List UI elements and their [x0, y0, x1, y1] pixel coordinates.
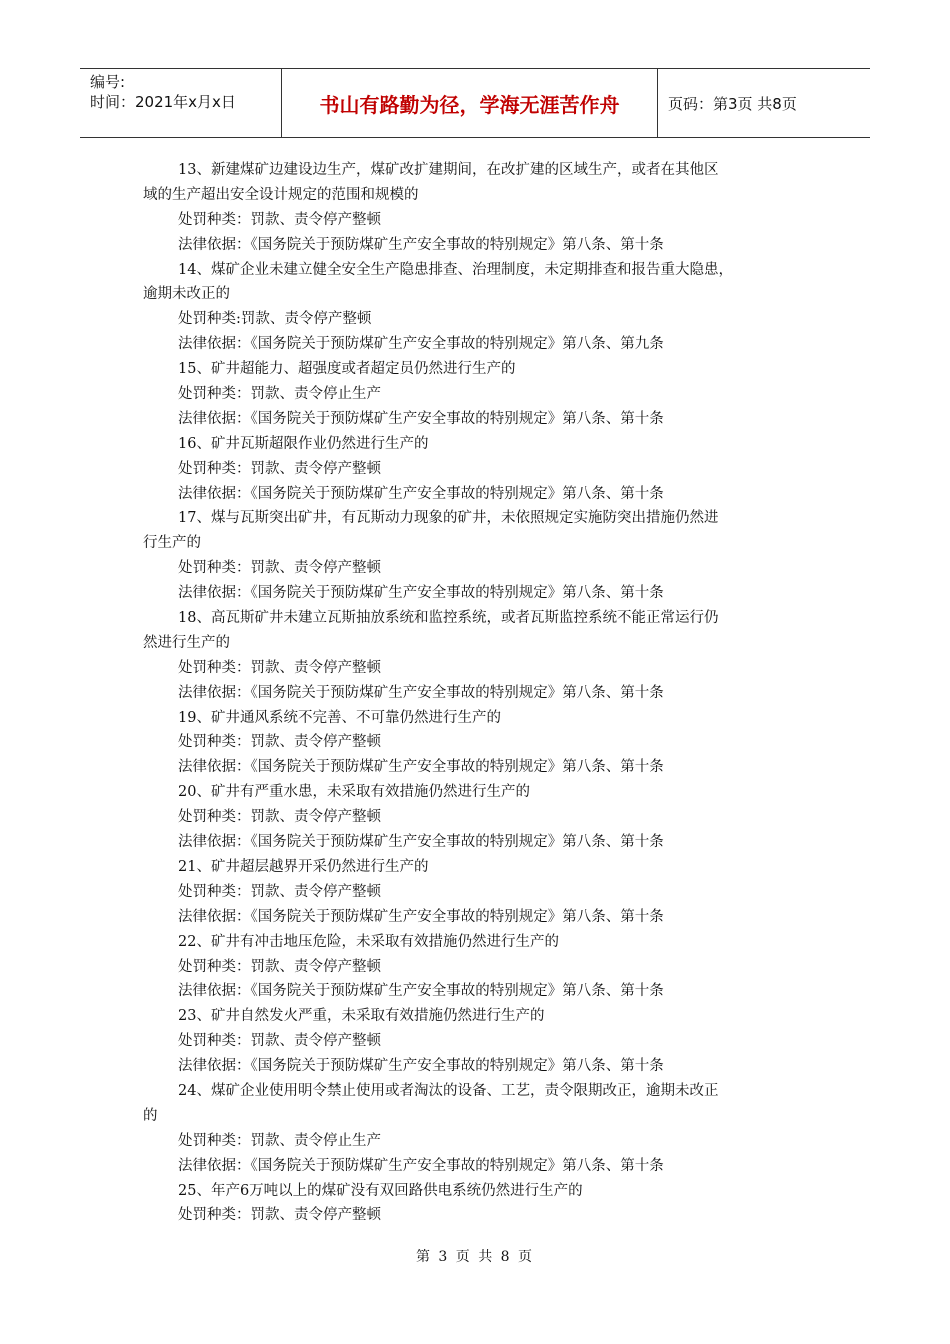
number-label: 编号: — [90, 73, 126, 91]
text-line: 17、煤与瓦斯突出矿井，有瓦斯动力现象的矿井，未依照规定实施防突出措施仍然进 — [178, 510, 719, 527]
footer-page-number: 第 3 页 共 8 页 — [415, 1249, 535, 1265]
document-body — [143, 158, 815, 1228]
header-motto-cell — [282, 69, 658, 137]
time-label: 时间：2021年x月x日 — [90, 93, 236, 111]
text-line: 法律依据：《国务院关于预防煤矿生产安全事故的特别规定》第八条、第十条 — [178, 236, 664, 253]
text-line: 处罚种类：罚款、责令停止生产 — [178, 386, 381, 403]
text-line: 25、年产6万吨以上的煤矿没有双回路供电系统仍然进行生产的 — [178, 1182, 583, 1199]
text-line: 14、煤矿企业未建立健全安全生产隐患排查、治理制度，未定期排查和报告重大隐患， — [178, 261, 733, 278]
text-line: 23、矿井自然发火严重，未采取有效措施仍然进行生产的 — [178, 1008, 545, 1025]
header-meta — [80, 69, 282, 137]
text-line: 处罚种类：罚款、责令停产整顿 — [178, 734, 381, 751]
text-line: 法律依据：《国务院关于预防煤矿生产安全事故的特别规定》第八条、第十条 — [178, 485, 664, 502]
text-line: 法律依据：《国务院关于预防煤矿生产安全事故的特别规定》第八条、第十条 — [178, 585, 664, 602]
text-line: 16、矿井瓦斯超限作业仍然进行生产的 — [178, 435, 429, 452]
text-line: 处罚种类：罚款、责令停产整顿 — [178, 1033, 381, 1050]
text-line: 24、煤矿企业使用明令禁止使用或者淘汰的设备、工艺，责令限期改正，逾期未改正 — [178, 1082, 719, 1099]
text-line: 法律依据：《国务院关于预防煤矿生产安全事故的特别规定》第八条、第九条 — [178, 336, 664, 353]
text-line: 行生产的 — [143, 535, 201, 552]
text-line: 然进行生产的 — [143, 634, 230, 651]
text-line: 处罚种类：罚款、责令停产整顿 — [178, 560, 381, 577]
text-line: 处罚种类：罚款、责令停产整顿 — [178, 460, 381, 477]
text-line: 处罚种类:罚款、责令停产整顿 — [178, 311, 372, 328]
text-line: 处罚种类：罚款、责令停止生产 — [178, 1132, 381, 1149]
text-line: 19、矿井通风系统不完善、不可靠仍然进行生产的 — [178, 709, 501, 726]
text-line: 20、矿井有严重水患，未采取有效措施仍然进行生产的 — [178, 784, 530, 801]
text-line: 21、矿井超层越界开采仍然进行生产的 — [178, 858, 429, 875]
text-line: 处罚种类：罚款、责令停产整顿 — [178, 809, 381, 826]
text-line: 法律依据：《国务院关于预防煤矿生产安全事故的特别规定》第八条、第十条 — [178, 1157, 664, 1174]
text-line: 法律依据：《国务院关于预防煤矿生产安全事故的特别规定》第八条、第十条 — [178, 908, 664, 925]
text-line: 法律依据：《国务院关于预防煤矿生产安全事故的特别规定》第八条、第十条 — [178, 1058, 664, 1075]
text-line: 处罚种类：罚款、责令停产整顿 — [178, 1207, 381, 1224]
text-line: 15、矿井超能力、超强度或者超定员仍然进行生产的 — [178, 361, 516, 378]
text-line: 逾期未改正的 — [143, 286, 230, 303]
text-line: 处罚种类：罚款、责令停产整顿 — [178, 958, 381, 975]
text-line: 13、新建煤矿边建设边生产，煤矿改扩建期间，在改扩建的区域生产，或者在其他区 — [178, 162, 719, 178]
text-line: 法律依据：《国务院关于预防煤矿生产安全事故的特别规定》第八条、第十条 — [178, 759, 664, 776]
text-line: 法律依据：《国务院关于预防煤矿生产安全事故的特别规定》第八条、第十条 — [178, 834, 664, 851]
text-line: 处罚种类：罚款、责令停产整顿 — [178, 211, 381, 228]
page-footer — [0, 1246, 950, 1266]
header-motto: 书山有路勤为径，学海无涯苦作舟 — [319, 92, 620, 117]
page-header — [80, 68, 870, 138]
header-page-info-cell — [658, 69, 870, 137]
text-line: 法律依据：《国务院关于预防煤矿生产安全事故的特别规定》第八条、第十条 — [178, 410, 664, 427]
text-line: 法律依据：《国务院关于预防煤矿生产安全事故的特别规定》第八条、第十条 — [178, 983, 664, 1000]
text-line: 的 — [143, 1107, 158, 1124]
text-line: 18、高瓦斯矿井未建立瓦斯抽放系统和监控系统，或者瓦斯监控系统不能正常运行仍 — [178, 610, 719, 627]
text-line: 域的生产超出安全设计规定的范围和规模的 — [143, 186, 419, 203]
text-line: 处罚种类：罚款、责令停产整顿 — [178, 659, 381, 676]
header-page-info: 页码：第3页 共8页 — [668, 94, 797, 113]
text-line: 处罚种类：罚款、责令停产整顿 — [178, 883, 381, 900]
text-line: 22、矿井有冲击地压危险，未采取有效措施仍然进行生产的 — [178, 933, 559, 950]
text-line: 法律依据：《国务院关于预防煤矿生产安全事故的特别规定》第八条、第十条 — [178, 684, 664, 701]
